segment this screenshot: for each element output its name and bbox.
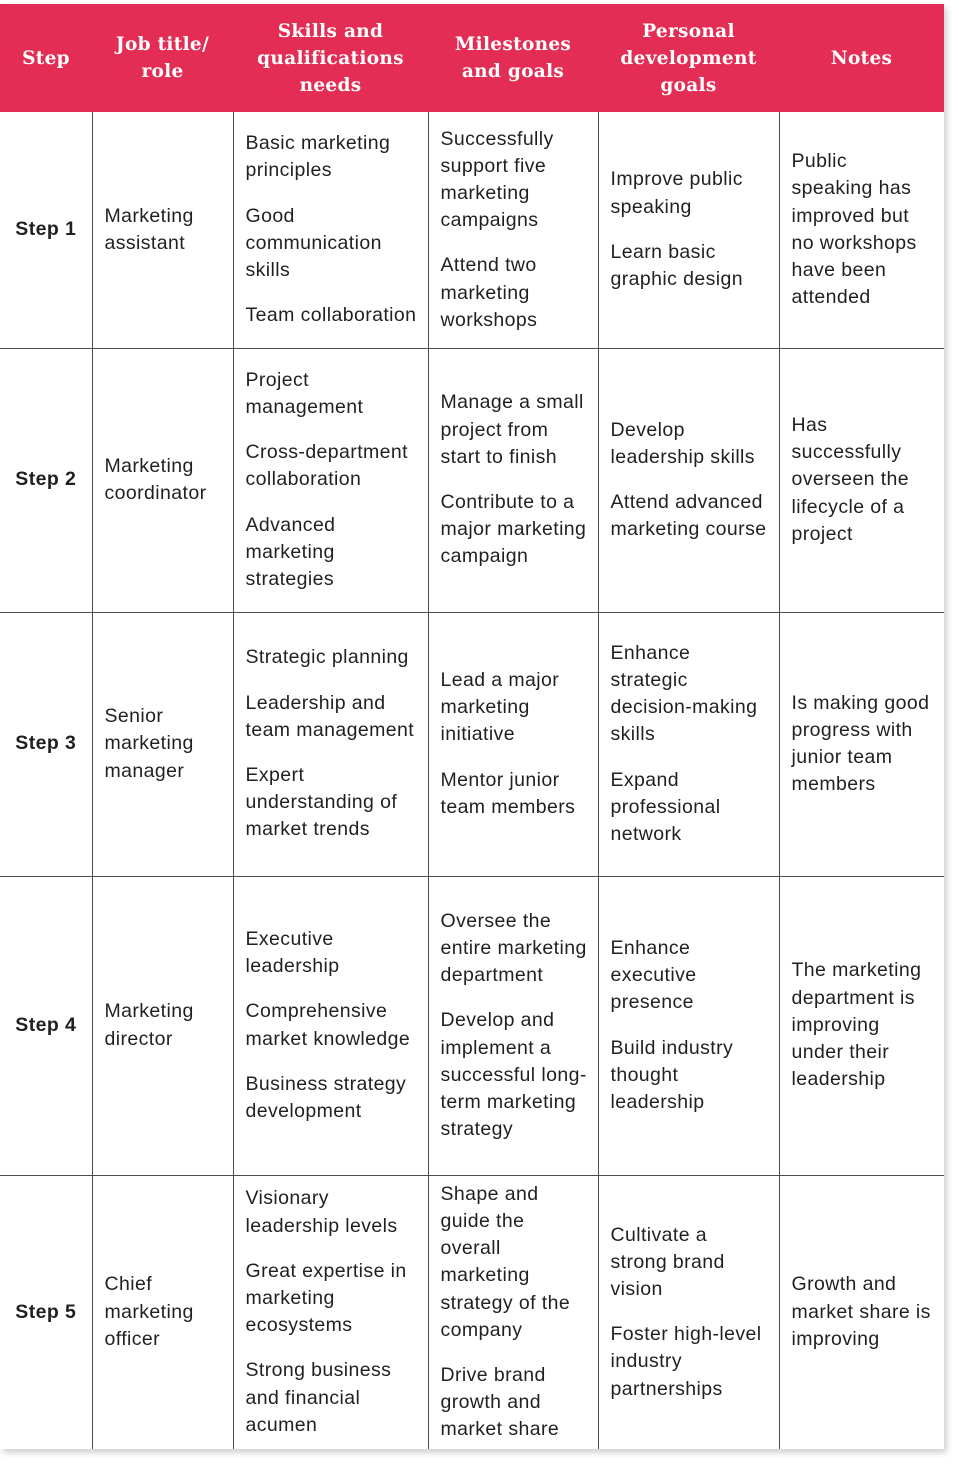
personal-goal-item: Develop leadership skills [610,418,755,468]
role-cell: Chief marketing officer [92,1175,233,1449]
skill-item: Good communication skills [245,204,382,281]
header-personal: Personal development goals [598,4,779,112]
skill-item: Great expertise in marketing ecosystems [245,1259,407,1337]
notes-cell: Growth and market share is improving [791,1273,931,1350]
skill-item: Visionary leadership levels [245,1187,398,1237]
role-cell: Marketing coordinator [92,348,233,612]
table-body [0,112,944,1449]
skill-item: Strategic planning [245,646,409,669]
table-header [0,4,944,112]
milestones-cell [428,1175,598,1449]
skills-cell [233,612,428,876]
skill-item: Advanced marketing strategies [245,513,336,590]
header-milestones: Milestones and goals [428,4,598,112]
personal-goal-item: Enhance executive presence [610,936,697,1014]
personal-cell [598,348,779,612]
table-row [0,612,944,876]
skills-cell [233,348,428,612]
personal-goal-item: Foster high-level industry partnerships [610,1323,762,1400]
milestones-cell [428,612,598,876]
step-cell: Step 3 [0,612,92,876]
personal-cell [598,112,779,348]
header-skills: Skills and qualifications needs [233,4,428,112]
skill-item: Cross-department collaboration [245,441,408,491]
milestones-cell [428,112,598,348]
notes-cell: The marketing department is improving under their leadership [779,876,944,1175]
personal-cell [598,1175,779,1449]
career-plan-table-wrapper [0,4,944,1449]
skill-item: Leadership and team management [245,691,415,741]
personal-cell [598,876,779,1175]
step-cell: Step 2 [0,348,92,612]
milestone-item: Oversee the entire marketing department [440,909,587,987]
table-row [0,348,944,612]
skills-cell [233,876,428,1175]
step-cell: Step 5 [0,1175,92,1449]
milestones-cell [428,876,598,1175]
milestone-item: Shape and guide the overall marketing strategy of the company [440,1182,571,1341]
notes-cell: Is making good progress with junior team members [779,612,944,876]
milestones-cell [428,348,598,612]
milestone-item: Drive brand growth and market share [440,1364,560,1441]
skills-cell [233,1175,428,1449]
skill-item: Strong business and financial acumen [245,1359,392,1436]
table-row [0,876,944,1175]
milestone-item: Lead a major marketing initiative [440,668,560,746]
step-cell: Step 1 [0,112,92,348]
skill-item: Business strategy development [245,1072,407,1122]
skill-item: Basic marketing principles [245,132,391,182]
milestone-item: Contribute to a major marketing campaign [440,491,587,568]
skill-item: Expert understanding of market trends [245,764,398,841]
notes-cell: Public speaking has improved but no workshops have been attended [779,112,944,348]
header-row [0,4,944,112]
personal-goal-item: Attend advanced marketing course [610,491,767,541]
role-cell: Marketing assistant [92,112,233,348]
role-cell: Senior marketing manager [92,612,233,876]
personal-goal-item: Build industry thought leadership [610,1036,734,1113]
header-notes: Notes [779,4,944,112]
skill-item: Project management [245,368,364,418]
skill-item: Executive leadership [245,927,340,978]
personal-goal-item: Learn basic graphic design [610,240,743,290]
notes-cell: Has successfully overseen the lifecycle of a project [779,348,944,612]
table-row [0,1175,944,1449]
step-cell: Step 4 [0,876,92,1175]
skill-item: Comprehensive market knowledge [245,1000,411,1050]
header-role: Job title/ role [92,4,233,112]
milestone-item: Manage a small project from start to finish [440,391,584,468]
milestone-item: Mentor junior team members [440,768,576,818]
skills-cell [233,112,428,348]
career-plan-table [0,4,944,1449]
header-step: Step [0,4,92,112]
personal-goal-item: Improve public speaking [610,168,743,218]
milestone-item: Successfully support five marketing campaigns [440,127,554,232]
role-cell: Marketing director [92,876,233,1175]
personal-goal-item: Cultivate a strong brand vision [610,1223,725,1301]
personal-cell [598,612,779,876]
skill-item: Team collaboration [245,304,417,327]
milestone-item: Develop and implement a successful long-term marketing strategy [440,1009,587,1141]
table-row [0,112,944,348]
personal-goal-item: Enhance strategic decision-making skills [610,641,758,746]
personal-goal-item: Expand professional network [610,768,721,845]
milestone-item: Attend two marketing workshops [440,254,538,331]
